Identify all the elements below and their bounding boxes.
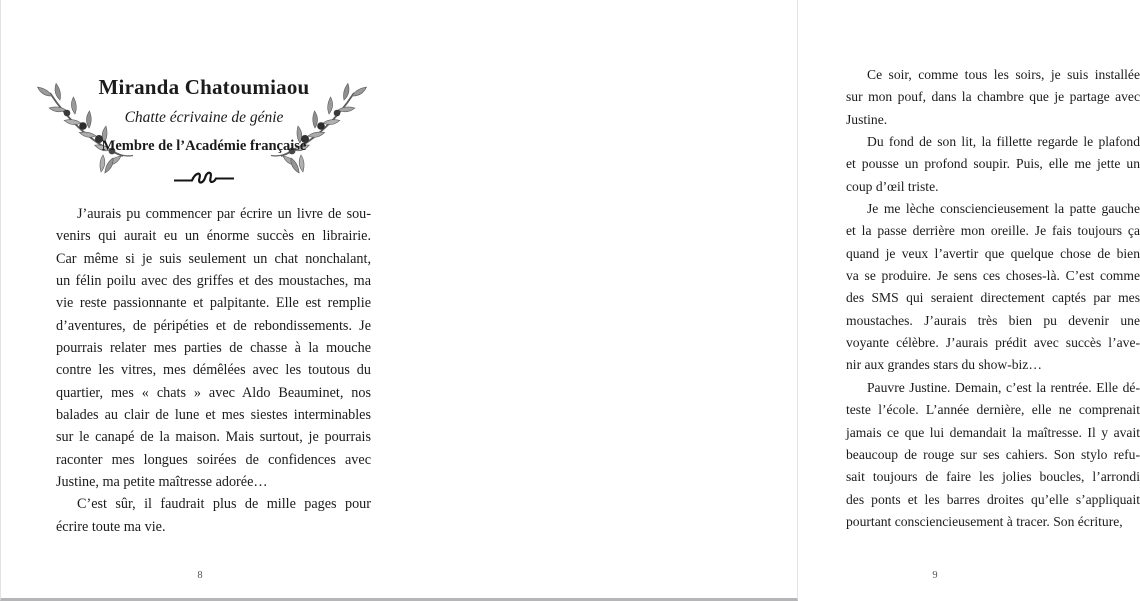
- text-line: jamais ce que lui demandait la maîtresse. Il y avait: [846, 424, 1140, 440]
- text-line: coup d’œil triste.: [846, 178, 939, 194]
- text-line: Pauvre Justine. Demain, c’est la rentrée. Elle dé-: [867, 379, 1140, 395]
- text-line: Ce soir, comme tous les soirs, je suis installée: [867, 67, 1140, 82]
- rope-twist-divider-icon: [34, 170, 374, 188]
- text-line: teste l’école. L’année dernière, elle ne comprenait: [846, 402, 1140, 418]
- page-body-left: [56, 203, 371, 538]
- text-line: raconter mes longues soirées de confidences avec: [56, 451, 371, 468]
- text-line: va se produire. Je sens ces choses-là. C’est comme: [846, 268, 1140, 284]
- text-line: J’aurais pu commencer par écrire un livre de sou-: [77, 206, 371, 222]
- text-line: pourrais relater mes parties de chasse à la mouche: [56, 340, 371, 357]
- text-line: des ponts et les barres droites qu’elle s’appliquait: [846, 491, 1140, 507]
- text-line: Justine, ma petite maîtresse adorée…: [56, 474, 268, 491]
- text-line: Je me lèche consciencieusement la patte gauche: [867, 201, 1140, 217]
- text-line: sur le canapé de la maison. Mais surtout, je pourrais: [56, 429, 371, 446]
- text-line: et pousse un profond soupir. Puis, elle me jette un: [846, 156, 1140, 172]
- text-line: venirs qui aurait eu un énorme succès en librairie.: [56, 228, 371, 245]
- text-line: nir aux grandes stars du show-biz…: [846, 357, 1042, 373]
- text-line: pourtant consciencieusement à tracer. Son écriture,: [846, 513, 1123, 529]
- page-body-right: [846, 64, 1140, 533]
- text-line: beaucoup de rouge sur ses cahiers. Son stylo refu-: [846, 446, 1140, 462]
- text-line: écrire toute ma vie.: [56, 518, 166, 535]
- text-line: sait toujours de faire les jolies boucles, l’arrondi: [846, 469, 1140, 485]
- author-title: Miranda Chatoumiaou: [98, 75, 310, 99]
- text-line: sur mon pouf, dans la chambre que je partage avec: [846, 89, 1140, 105]
- text-line: voyante célèbre. J’aurais prédit avec succès l’ave-: [846, 335, 1140, 351]
- text-line: balades au clair de lune et mes siestes interminables: [56, 407, 371, 424]
- chapter-header: [34, 74, 374, 188]
- text-line: moustaches. J’aurais très bien pu devenir une: [846, 312, 1140, 328]
- author-affiliation: Membre de l’Académie française: [101, 138, 307, 154]
- text-line: C’est sûr, il faudrait plus de mille pages pour: [77, 496, 371, 513]
- text-line: Du fond de son lit, la fillette regarde le plafond: [867, 134, 1140, 150]
- left-page: [1, 0, 400, 598]
- text-line: des SMS qui seraient directement captés par mes: [846, 290, 1140, 306]
- text-line: Justine.: [846, 111, 888, 127]
- text-line: et la passe derrière mon oreille. Je fais toujours ça: [846, 223, 1140, 239]
- text-line: d’aventures, de péripéties et de rebondissements. Je: [56, 317, 371, 334]
- text-line: un félin poilu avec des griffes et des moustaches, ma: [56, 273, 371, 290]
- text-line: quand je veux l’avertir que quelque chose de bien: [846, 245, 1140, 261]
- right-page: [400, 0, 1140, 598]
- text-line: Car même si je suis seulement un chat nonchalant,: [56, 250, 371, 267]
- author-subtitle: Chatte écrivaine de génie: [124, 109, 284, 126]
- page-number-left: 8: [197, 570, 203, 581]
- page-number-right: 9: [932, 570, 938, 581]
- text-line: contre les vitres, mes démêlées avec les toutous du: [56, 362, 371, 379]
- text-line: vie reste passionnante et palpitante. Elle est remplie: [56, 295, 371, 312]
- text-line: quartier, mes « chats » avec Aldo Beauminet, nos: [56, 384, 371, 401]
